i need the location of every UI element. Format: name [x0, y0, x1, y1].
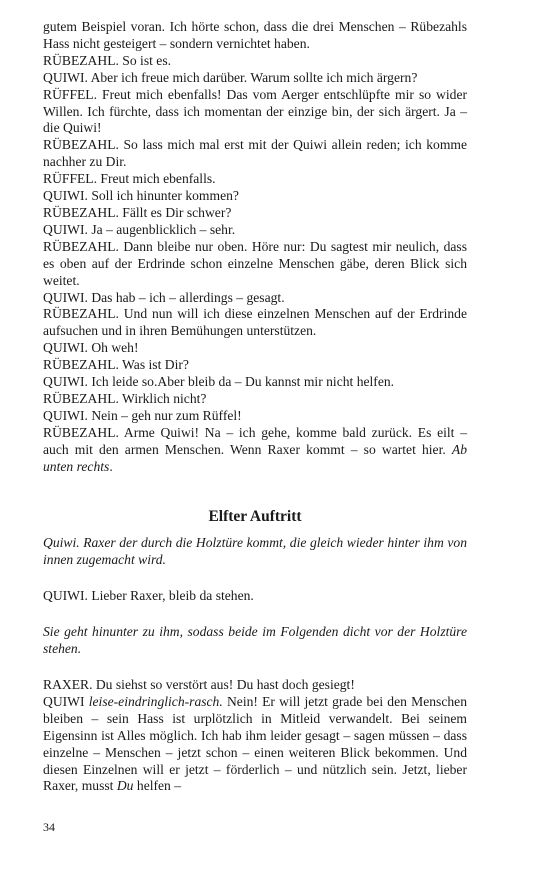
text-line: RÜBEZAHL. So ist es.	[43, 52, 172, 68]
text-line-final-speech	[43, 694, 467, 795]
text-line: RÜBEZAHL. So lass mich mal erst mit der Quiwi allein reden; ich komme nachher zu Dir.	[43, 137, 467, 170]
page-number-text: 34	[43, 820, 55, 834]
speech-text: Nein! Er will jetzt grade bei den Menschen bleiben – sein Hass ist urplötzlich in Mitleid verwandelt. Bei seinem Eigensinn ist Alles möglich. Ich hab ihm leider gesagt – sagen müssen – dass einzelne – Menschen – jetzt schon – einen weiteren Blick bekommen. Und diesen Einzelnen will er jetzt – förderlich – und nützlich sein. Jetzt, lieber Raxer, musst	[43, 693, 467, 794]
text-line: QUIWI. Aber ich freue mich darüber. Warum sollte ich mich ärgern?	[43, 69, 418, 85]
emphasis: Du	[116, 778, 134, 794]
speech-end: .	[109, 458, 113, 474]
text-line: QUIWI. Ich leide so.Aber bleib da – Du kannst mir nicht helfen.	[43, 374, 395, 390]
text-line: QUIWI. Lieber Raxer, bleib da stehen.	[43, 588, 254, 604]
page-text	[43, 19, 467, 795]
text-line: RÜBEZAHL. Was ist Dir?	[43, 357, 189, 373]
text-line: RÜBEZAHL. Dann bleibe nur oben. Höre nur: Du sagtest mir neulich, dass es oben auf der Erdrinde schon einzelne Menschen gäbe, deren Blick sich weitet.	[43, 238, 467, 288]
text-line: RÜBEZAHL. Wirklich nicht?	[43, 390, 207, 406]
speaker-name: QUIWI	[43, 693, 85, 709]
stage-direction-inline: leise-eindringlich-rasch.	[88, 693, 223, 709]
text-line: RÜBEZAHL. Und nun will ich diese einzelnen Menschen auf der Erdrinde aufsuchen und in ihren Bemühungen unterstützen.	[43, 306, 467, 339]
text-line: RÜBEZAHL. Fällt es Dir schwer?	[43, 204, 232, 220]
scene-heading: Elfter Auftritt	[208, 508, 302, 526]
text-line: QUIWI. Soll ich hinunter kommen?	[43, 188, 239, 204]
text-line: QUIWI. Ja – augenblicklich – sehr.	[43, 221, 236, 237]
text-line: QUIWI. Oh weh!	[43, 340, 139, 356]
stage-direction: Quiwi. Raxer der durch die Holztüre kommt, die gleich wieder hinter ihm von innen zugemacht wird.	[43, 535, 467, 568]
stage-direction: Sie geht hinunter zu ihm, sodass beide im Folgenden dicht vor der Holztüre stehen.	[43, 624, 467, 657]
stage-direction-inline: Ab unten rechts	[43, 441, 467, 474]
speech-text: RÜBEZAHL. Arme Quiwi! Na – ich gehe, komme bald zurück. Es eilt – auch mit den armen Menschen. Wenn Raxer kommt – so wartet hier.	[43, 424, 467, 457]
page-number	[43, 820, 55, 835]
text-line: RÜFFEL. Freut mich ebenfalls! Das vom Aerger entschlüpfte mir so wider Willen. Ich fürchte, dass ich momentan der einzige bin, der sich ärgert. Ja – die Quiwi!	[43, 86, 467, 136]
speech-text: helfen –	[136, 778, 182, 794]
text-line: QUIWI. Nein – geh nur zum Rüffel!	[43, 407, 242, 423]
text-line-last-speech	[43, 425, 467, 476]
text-line: RÜFFEL. Freut mich ebenfalls.	[43, 171, 216, 187]
text-line: QUIWI. Das hab – ich – allerdings – gesagt.	[43, 289, 285, 305]
text-line: RAXER. Du siehst so verstört aus! Du hast doch gesiegt!	[43, 677, 355, 692]
text-line: gutem Beispiel voran. Ich hörte schon, dass die drei Menschen – Rübezahls Hass nicht gesteigert – sondern vernichtet haben.	[43, 19, 467, 51]
